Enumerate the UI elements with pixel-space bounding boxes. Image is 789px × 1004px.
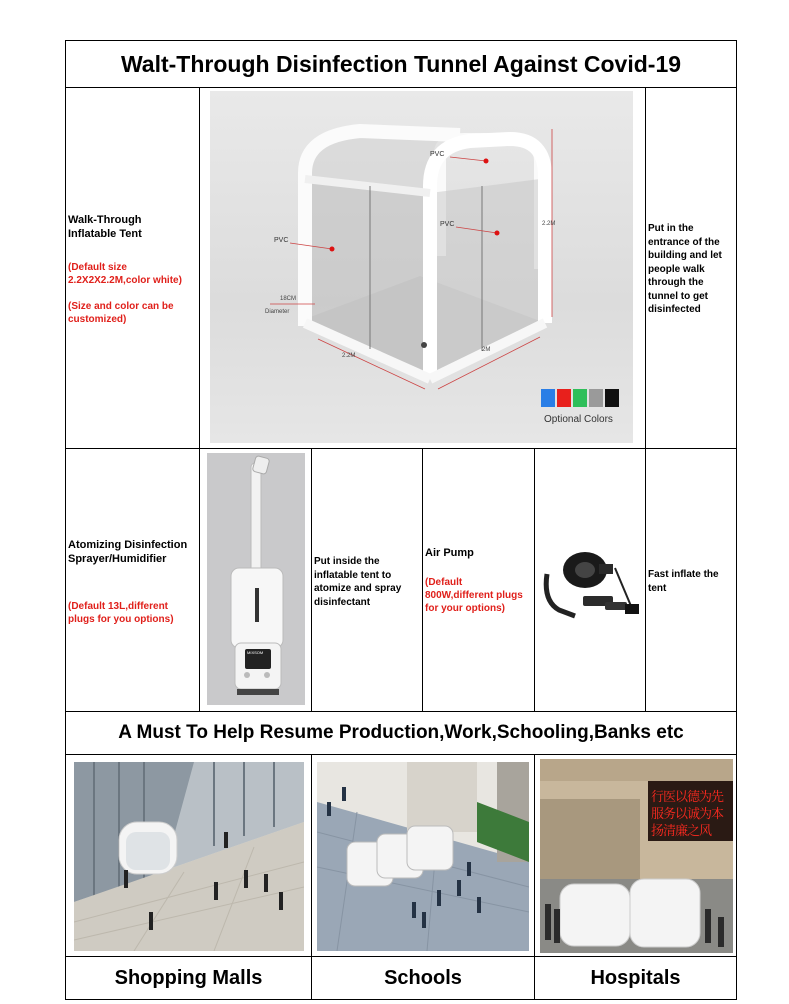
sprayer-spec: (Default 13L,different plugs for you options) — [68, 601, 174, 625]
tube-caption: Diameter — [265, 309, 290, 315]
page-title-cell — [65, 40, 737, 88]
place-label-schools: Schools — [384, 967, 462, 989]
sprayer-image-cell — [199, 448, 312, 712]
pvc-label-inner: PVC — [440, 221, 455, 228]
tube-size-label: 18CM — [280, 296, 297, 302]
tent-image-cell — [199, 87, 646, 449]
mall-scene — [74, 762, 304, 951]
tent-spec: (Default size 2.2X2X2.2M,color white) — [68, 262, 182, 286]
optional-colors-caption: Optional Colors — [544, 414, 613, 425]
humidifier-drawing — [207, 453, 305, 705]
depth-label: 2M — [482, 347, 491, 353]
tent-usage: Put in the entrance of the building and let people walk through the tunnel to get disinfected — [648, 223, 722, 315]
label-cell-malls — [65, 956, 312, 1000]
label-cell-hospitals — [534, 956, 737, 1000]
sprayer-name: Atomizing Disinfection Sprayer/Humidifier — [68, 539, 188, 565]
tent-name — [68, 213, 198, 241]
humidifier-brand: MIXSOM — [247, 650, 264, 655]
page-title: Walt-Through Disinfection Tunnel Against Covid-19 — [120, 51, 682, 77]
tent-name-line1: Walk-Through — [68, 214, 142, 226]
pvc-label-left: PVC — [274, 237, 289, 244]
sprayer-label-cell — [65, 448, 200, 712]
pump-image-cell — [534, 448, 646, 712]
tent-custom-note: (Size and color can be customized) — [68, 301, 174, 325]
hospital-photo-cell — [534, 754, 737, 957]
swatch-grey — [589, 389, 603, 407]
label-cell-schools — [311, 956, 535, 1000]
pump-usage-cell — [645, 448, 737, 712]
tent-diagram — [210, 91, 633, 443]
pump-name: Air Pump — [425, 547, 474, 559]
applications-heading: A Must To Help Resume Production,Work,Schooling,Banks etc — [118, 722, 684, 743]
tent-usage-cell — [645, 87, 737, 449]
sprayer-usage: Put inside the inflatable tent to atomize and spray disinfectant — [314, 556, 402, 608]
mall-photo — [74, 762, 304, 951]
sprayer-usage-cell — [311, 448, 423, 712]
sprayer-photo — [207, 453, 305, 705]
hospital-sign-text: 行医以德为先 服务以诚为本 扬清廉之风 — [651, 790, 724, 839]
tent-name-line2: Inflatable Tent — [68, 228, 142, 240]
pvc-label-top: PVC — [430, 151, 445, 158]
hospital-photo — [540, 759, 733, 953]
school-photo-cell — [311, 754, 535, 957]
school-scene — [317, 762, 529, 951]
height-label: 2.2M — [542, 221, 556, 227]
applications-heading-cell — [65, 711, 737, 755]
mall-photo-cell — [65, 754, 312, 957]
swatch-green — [573, 389, 587, 407]
place-label-malls: Shopping Malls — [114, 967, 263, 989]
place-label-hospitals: Hospitals — [590, 967, 681, 989]
tent-label-cell — [65, 87, 200, 449]
swatch-blue — [541, 389, 555, 407]
width-label: 2.2M — [342, 353, 356, 359]
pump-spec: (Default 800W,different plugs for your options) — [425, 577, 523, 614]
pump-photo — [541, 546, 643, 624]
swatch-black — [605, 389, 619, 407]
pump-label-cell — [422, 448, 535, 712]
color-swatches — [541, 389, 619, 407]
pump-usage: Fast inflate the tent — [648, 569, 719, 594]
swatch-red — [557, 389, 571, 407]
school-photo — [317, 762, 529, 951]
air-pump-drawing — [541, 546, 643, 624]
